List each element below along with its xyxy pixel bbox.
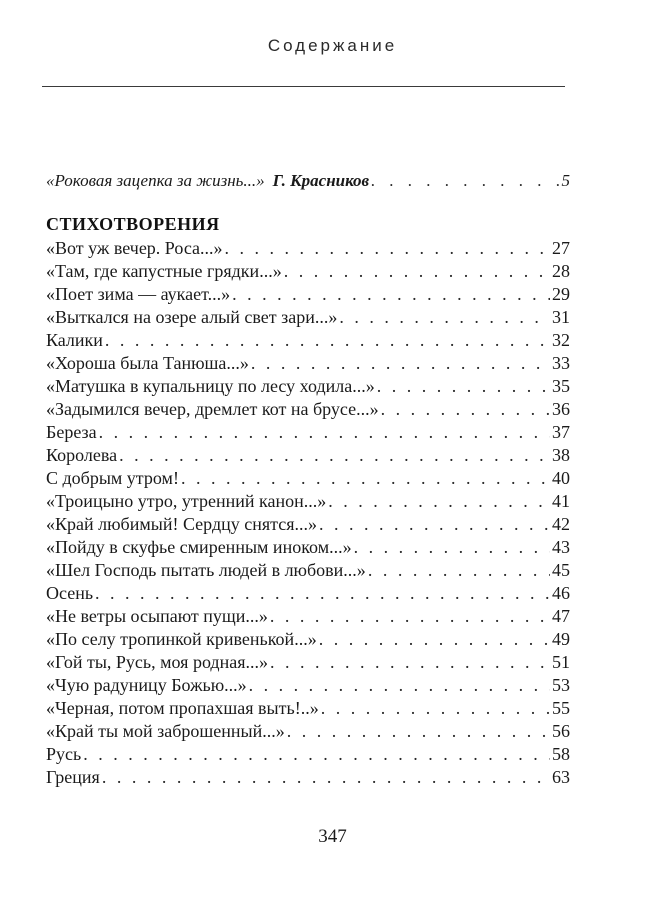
toc-entry-page: 37 bbox=[552, 422, 570, 442]
toc-entry-page: 32 bbox=[552, 330, 570, 350]
toc-entry-title: «Край ты мой заброшенный...» bbox=[46, 721, 285, 741]
toc-entry[interactable] bbox=[46, 444, 570, 466]
dot-leader bbox=[371, 170, 559, 192]
toc-entry-title: Русь bbox=[46, 744, 82, 764]
toc-entry[interactable] bbox=[46, 628, 570, 650]
dot-leader bbox=[105, 329, 550, 351]
toc-entry[interactable] bbox=[46, 398, 570, 420]
toc-entry-title: Греция bbox=[46, 767, 100, 787]
toc-entry[interactable] bbox=[46, 375, 570, 397]
toc-entry-title: «Черная, потом пропахшая выть!..» bbox=[46, 698, 319, 718]
toc-entry-title bbox=[46, 170, 369, 192]
running-head: Содержание bbox=[267, 36, 398, 55]
toc-entry-page: 31 bbox=[552, 307, 570, 327]
toc-entry[interactable] bbox=[46, 329, 570, 351]
toc-entry-page: 41 bbox=[552, 491, 570, 511]
toc-entry-title: «Пойду в скуфье смиренным иноком...» bbox=[46, 537, 352, 557]
dot-leader bbox=[319, 513, 550, 535]
toc-entry-title: «Чую радуницу Божью...» bbox=[46, 675, 247, 695]
dot-leader bbox=[284, 260, 550, 282]
toc-entry[interactable] bbox=[46, 651, 570, 673]
toc-entry[interactable] bbox=[46, 421, 570, 443]
toc-entry[interactable] bbox=[46, 582, 570, 604]
toc-entry-page: 53 bbox=[552, 675, 570, 695]
toc-entry[interactable] bbox=[46, 306, 570, 328]
toc-entry[interactable] bbox=[46, 605, 570, 627]
toc-entry-title: «Поет зима — аукает...» bbox=[46, 284, 231, 304]
toc-entry[interactable] bbox=[46, 237, 570, 259]
toc-entry-page: 33 bbox=[552, 353, 570, 373]
dot-leader bbox=[381, 398, 550, 420]
toc-entry[interactable] bbox=[46, 260, 570, 282]
toc-entry[interactable] bbox=[46, 766, 570, 788]
dot-leader bbox=[321, 697, 550, 719]
toc-entry-page: 63 bbox=[552, 767, 570, 787]
dot-leader bbox=[95, 582, 550, 604]
dot-leader bbox=[99, 421, 550, 443]
dot-leader bbox=[270, 605, 550, 627]
dot-leader bbox=[232, 283, 550, 305]
toc-entry-title: «Гой ты, Русь, моя родная...» bbox=[46, 652, 268, 672]
section-heading: СТИХОТВОРЕНИЯ bbox=[46, 214, 220, 234]
toc-entry-title: «Хороша была Танюша...» bbox=[46, 353, 249, 373]
toc-entry-page: 35 bbox=[552, 376, 570, 396]
toc-entry[interactable] bbox=[46, 743, 570, 765]
toc-entry-title: Королева bbox=[46, 445, 118, 465]
toc-entry-page: 55 bbox=[552, 698, 570, 718]
toc-entry[interactable] bbox=[46, 283, 570, 305]
dot-leader bbox=[328, 490, 550, 512]
toc-entry-title: «Вот уж вечер. Роса...» bbox=[46, 238, 223, 258]
dot-leader bbox=[287, 720, 550, 742]
toc-entry-page: 38 bbox=[552, 445, 570, 465]
toc-entry[interactable] bbox=[46, 352, 570, 374]
page-number: 347 bbox=[318, 826, 347, 847]
dot-leader bbox=[339, 306, 550, 328]
toc-entry-title: «Выткался на озере алый свет зари...» bbox=[46, 307, 338, 327]
intro-author: Г. Красников bbox=[272, 171, 370, 190]
toc-entry[interactable] bbox=[46, 697, 570, 719]
dot-leader bbox=[270, 651, 550, 673]
dot-leader bbox=[102, 766, 550, 788]
toc-entry-page: 27 bbox=[552, 238, 570, 258]
toc-entry-title: Береза bbox=[46, 422, 97, 442]
toc-entry[interactable] bbox=[46, 674, 570, 696]
header-rule bbox=[42, 86, 565, 87]
toc-entry-title: «Шел Господь пытать людей в любови...» bbox=[46, 560, 366, 580]
dot-leader bbox=[249, 674, 550, 696]
dot-leader bbox=[225, 237, 550, 259]
toc-entry[interactable] bbox=[46, 559, 570, 581]
dot-leader bbox=[368, 559, 550, 581]
toc-entry-page: 28 bbox=[552, 261, 570, 281]
toc-entry-page: 46 bbox=[552, 583, 570, 603]
toc-entry-page: 43 bbox=[552, 537, 570, 557]
dot-leader bbox=[251, 352, 550, 374]
toc-entry-page: 45 bbox=[552, 560, 570, 580]
toc-entry-page: 40 bbox=[552, 468, 570, 488]
toc-entry-title: С добрым утром! bbox=[46, 468, 179, 488]
toc-entry[interactable] bbox=[46, 513, 570, 535]
toc-entry-page: 47 bbox=[552, 606, 570, 626]
toc-entry-title: Калики bbox=[46, 330, 103, 350]
toc-entry-title: «Там, где капустные грядки...» bbox=[46, 261, 282, 281]
toc-entry-page: 49 bbox=[552, 629, 570, 649]
toc-entry[interactable] bbox=[46, 536, 570, 558]
dot-leader bbox=[181, 467, 550, 489]
dot-leader bbox=[354, 536, 550, 558]
toc-entry-title: «Матушка в купальницу по лесу ходила...» bbox=[46, 376, 375, 396]
toc-entry-intro[interactable] bbox=[46, 170, 570, 192]
toc-entry-title: «Троицыно утро, утренний канон...» bbox=[46, 491, 327, 511]
toc-entry-page: 36 bbox=[552, 399, 570, 419]
dot-leader bbox=[83, 743, 550, 765]
dot-leader bbox=[319, 628, 550, 650]
intro-title: «Роковая зацепка за жизнь...» bbox=[46, 171, 265, 190]
toc-entry-page: 42 bbox=[552, 514, 570, 534]
toc-entry-page: 5 bbox=[561, 171, 570, 190]
toc-entry-page: 51 bbox=[552, 652, 570, 672]
toc-entry-title: Осень bbox=[46, 583, 94, 603]
toc-entry[interactable] bbox=[46, 720, 570, 742]
toc-entry[interactable] bbox=[46, 467, 570, 489]
dot-leader bbox=[119, 444, 550, 466]
toc-entry-page: 58 bbox=[552, 744, 570, 764]
toc-entry[interactable] bbox=[46, 490, 570, 512]
toc-entry-title: «По селу тропинкой кривенькой...» bbox=[46, 629, 317, 649]
toc-entry-page: 56 bbox=[552, 721, 570, 741]
toc-entry-title: «Задымился вечер, дремлет кот на брусе...» bbox=[46, 399, 379, 419]
toc-entry-title: «Не ветры осыпают пущи...» bbox=[46, 606, 268, 626]
dot-leader bbox=[377, 375, 550, 397]
toc-entry-page: 29 bbox=[552, 284, 570, 304]
toc-entry-title: «Край любимый! Сердцу снятся...» bbox=[46, 514, 317, 534]
